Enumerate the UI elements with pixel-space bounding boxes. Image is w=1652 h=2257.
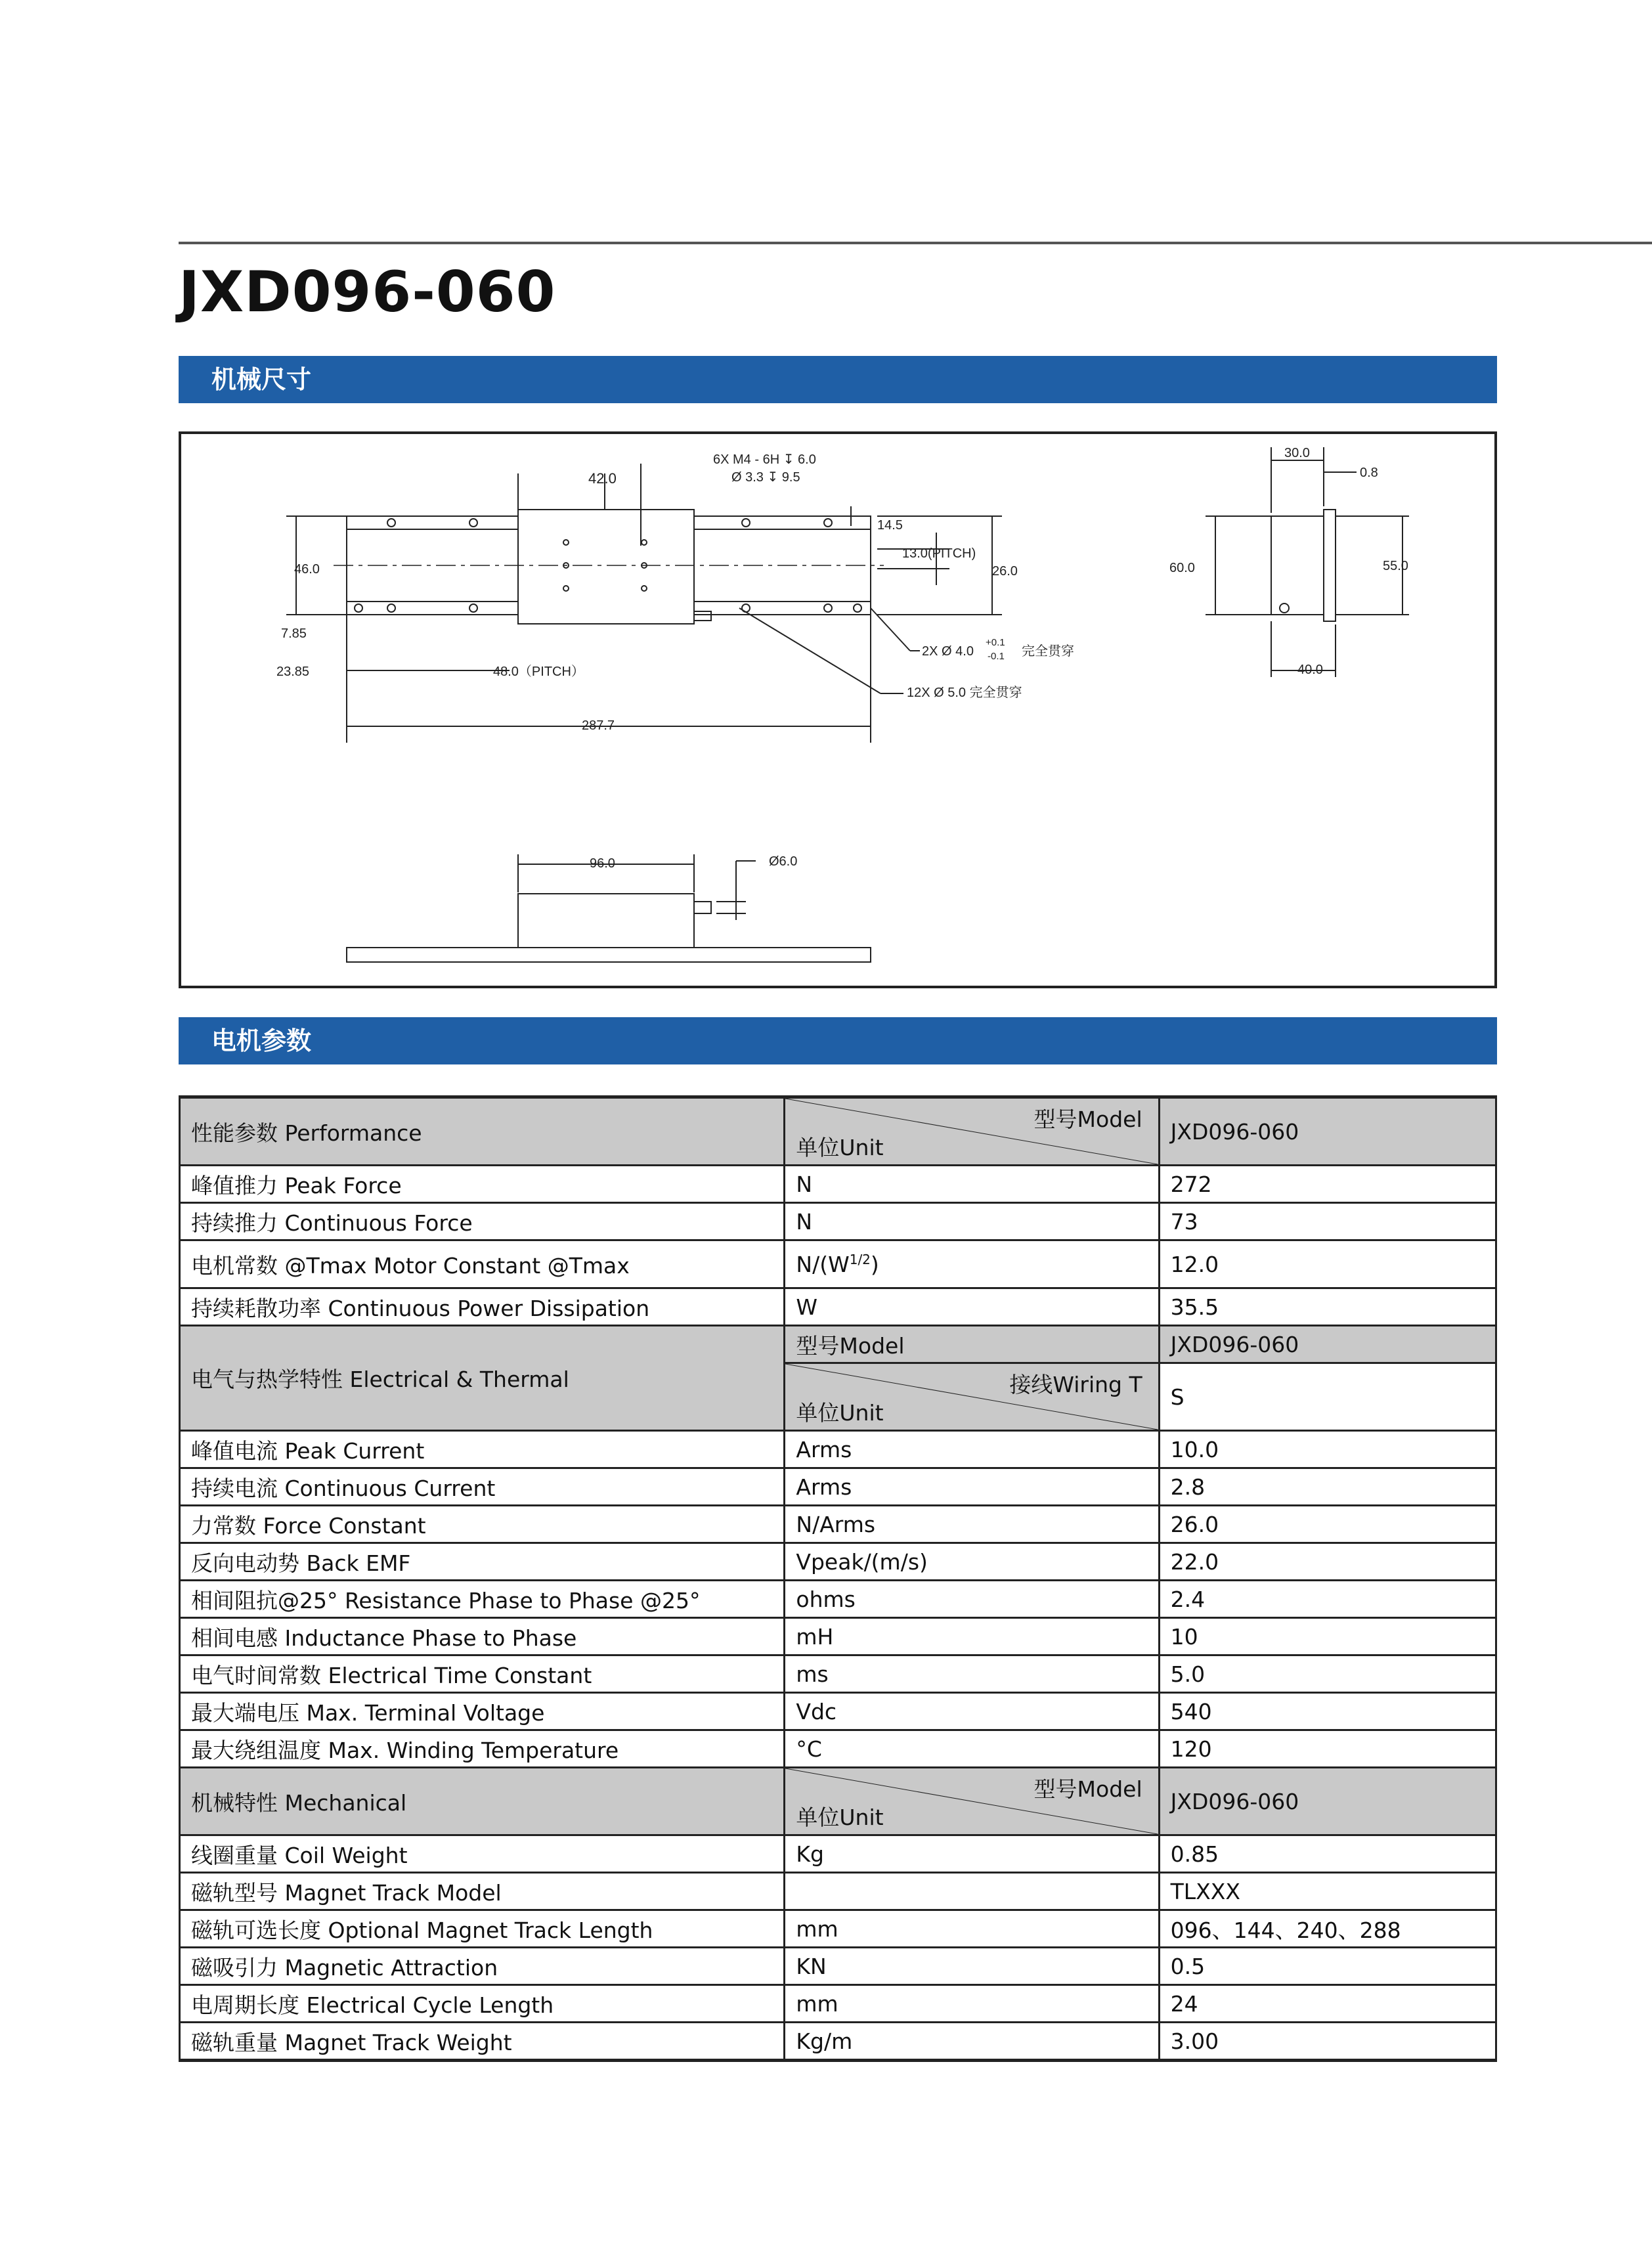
param-unit: Arms bbox=[785, 1431, 1159, 1468]
dim-2x-tol-up: +0.1 bbox=[986, 637, 1005, 648]
param-name: 相间电感 Inductance Phase to Phase bbox=[180, 1618, 785, 1655]
dim-55: 55.0 bbox=[1383, 559, 1408, 573]
param-name: 磁吸引力 Magnetic Attraction bbox=[180, 1948, 785, 1985]
performance-diag-cell bbox=[785, 1097, 1159, 1166]
dim-d33: Ø 3.3 ↧ 9.5 bbox=[731, 470, 800, 485]
dim-14-5: 14.5 bbox=[877, 518, 903, 533]
top-rule bbox=[179, 242, 1652, 244]
param-name: 峰值推力 Peak Force bbox=[180, 1166, 785, 1203]
electrical-model-label: 型号Model bbox=[785, 1326, 1159, 1363]
param-name: 线圈重量 Coil Weight bbox=[180, 1835, 785, 1873]
param-unit: Kg bbox=[785, 1835, 1159, 1873]
dim-40: 40.0 bbox=[1297, 663, 1323, 677]
param-unit: N bbox=[785, 1203, 1159, 1240]
param-name: 最大端电压 Max. Terminal Voltage bbox=[180, 1693, 785, 1730]
mechanical-diag-cell bbox=[785, 1768, 1159, 1835]
param-value: 22.0 bbox=[1159, 1543, 1496, 1581]
param-unit: ohms bbox=[785, 1581, 1159, 1618]
table-row bbox=[180, 1468, 1496, 1506]
param-unit: Kg/m bbox=[785, 2023, 1159, 2061]
electrical-diag-cell bbox=[785, 1363, 1159, 1431]
param-value: 73 bbox=[1159, 1203, 1496, 1240]
page-title: JXD096-060 bbox=[179, 259, 556, 325]
dim-30: 30.0 bbox=[1284, 446, 1310, 460]
table-row bbox=[180, 1655, 1496, 1693]
param-value: 10 bbox=[1159, 1618, 1496, 1655]
param-unit: ms bbox=[785, 1655, 1159, 1693]
param-value: 272 bbox=[1159, 1166, 1496, 1203]
electrical-header bbox=[180, 1326, 1496, 1363]
mechanical-drawing bbox=[179, 431, 1497, 988]
table-row bbox=[180, 1203, 1496, 1240]
param-value: 12.0 bbox=[1159, 1240, 1496, 1288]
param-name: 相间阻抗@25° Resistance Phase to Phase @25° bbox=[180, 1581, 785, 1618]
param-name: 磁轨型号 Magnet Track Model bbox=[180, 1873, 785, 1910]
drawing-svg bbox=[181, 434, 1494, 986]
mechanical-model-label: 型号Model bbox=[1033, 1776, 1142, 1802]
dim-2x-through: 完全贯穿 bbox=[1022, 644, 1074, 659]
param-value: 540 bbox=[1159, 1693, 1496, 1730]
param-name: 力常数 Force Constant bbox=[180, 1506, 785, 1543]
param-unit: N bbox=[785, 1166, 1159, 1203]
param-value: 2.4 bbox=[1159, 1581, 1496, 1618]
mechanical-model-value: JXD096-060 bbox=[1159, 1768, 1496, 1835]
dim-2x-tol-dn: -0.1 bbox=[988, 651, 1005, 662]
table-row bbox=[180, 1948, 1496, 1985]
table-row bbox=[180, 1543, 1496, 1581]
table-row bbox=[180, 1288, 1496, 1326]
performance-unit-label: 单位Unit bbox=[796, 1135, 884, 1160]
table-row bbox=[180, 1431, 1496, 1468]
param-value: 5.0 bbox=[1159, 1655, 1496, 1693]
param-value: 2.8 bbox=[1159, 1468, 1496, 1506]
performance-model-value: JXD096-060 bbox=[1159, 1097, 1496, 1166]
param-value: 120 bbox=[1159, 1730, 1496, 1768]
param-unit: Vpeak/(m/s) bbox=[785, 1543, 1159, 1581]
dim-42: 42.0 bbox=[588, 470, 617, 487]
performance-label: 性能参数 Performance bbox=[180, 1097, 785, 1166]
param-value: 0.5 bbox=[1159, 1948, 1496, 1985]
param-name: 电气时间常数 Electrical Time Constant bbox=[180, 1655, 785, 1693]
param-unit: Vdc bbox=[785, 1693, 1159, 1730]
electrical-unit-label: 单位Unit bbox=[796, 1400, 884, 1426]
param-unit: mH bbox=[785, 1618, 1159, 1655]
param-unit: Arms bbox=[785, 1468, 1159, 1506]
dim-96: 96.0 bbox=[590, 856, 615, 871]
table-row bbox=[180, 1693, 1496, 1730]
electrical-label: 电气与热学特性 Electrical & Thermal bbox=[180, 1326, 785, 1431]
param-name: 磁轨可选长度 Optional Magnet Track Length bbox=[180, 1910, 785, 1948]
param-value: 3.00 bbox=[1159, 2023, 1496, 2061]
section-header-mechanical: 机械尺寸 bbox=[179, 356, 1497, 403]
mechanical-label: 机械特性 Mechanical bbox=[180, 1768, 785, 1835]
param-name: 反向电动势 Back EMF bbox=[180, 1543, 785, 1581]
param-unit: mm bbox=[785, 1985, 1159, 2023]
table-row bbox=[180, 1506, 1496, 1543]
param-name: 持续推力 Continuous Force bbox=[180, 1203, 785, 1240]
table-row bbox=[180, 1618, 1496, 1655]
param-value: 26.0 bbox=[1159, 1506, 1496, 1543]
dim-48-pitch: 48.0（PITCH） bbox=[493, 665, 584, 679]
dim-26: 26.0 bbox=[992, 564, 1018, 579]
electrical-wiring-label: 接线Wiring T bbox=[1009, 1372, 1142, 1397]
table-row bbox=[180, 1240, 1496, 1288]
param-unit: $N/(W^{1/2})$ bbox=[785, 1240, 1159, 1288]
dim-7-85: 7.85 bbox=[281, 626, 307, 641]
param-value: 10.0 bbox=[1159, 1431, 1496, 1468]
param-value: 096、144、240、288 bbox=[1159, 1910, 1496, 1948]
spec-table bbox=[179, 1095, 1497, 2062]
table-row bbox=[180, 1730, 1496, 1768]
table-row bbox=[180, 1166, 1496, 1203]
mechanical-unit-label: 单位Unit bbox=[796, 1805, 884, 1830]
param-name: 峰值电流 Peak Current bbox=[180, 1431, 785, 1468]
param-unit: °C bbox=[785, 1730, 1159, 1768]
param-unit: W bbox=[785, 1288, 1159, 1326]
performance-model-label: 型号Model bbox=[1033, 1107, 1142, 1132]
param-name: 持续电流 Continuous Current bbox=[180, 1468, 785, 1506]
dim-0-8: 0.8 bbox=[1360, 466, 1378, 480]
table-row bbox=[180, 2023, 1496, 2061]
table-row bbox=[180, 1910, 1496, 1948]
dim-12x-hole: 12X Ø 5.0 完全贯穿 bbox=[907, 686, 1022, 700]
table-row bbox=[180, 1581, 1496, 1618]
table-row bbox=[180, 1985, 1496, 2023]
param-value: 0.85 bbox=[1159, 1835, 1496, 1873]
param-name: 持续耗散功率 Continuous Power Dissipation bbox=[180, 1288, 785, 1326]
electrical-wiring-value: S bbox=[1159, 1363, 1496, 1431]
dim-46: 46.0 bbox=[294, 562, 320, 577]
table-row bbox=[180, 1835, 1496, 1873]
section-header-params: 电机参数 bbox=[179, 1017, 1497, 1064]
dim-60: 60.0 bbox=[1169, 561, 1195, 575]
param-name: 电机常数 @Tmax Motor Constant @Tmax bbox=[180, 1240, 785, 1288]
param-name: 磁轨重量 Magnet Track Weight bbox=[180, 2023, 785, 2061]
param-name: 电周期长度 Electrical Cycle Length bbox=[180, 1985, 785, 2023]
param-unit: KN bbox=[785, 1948, 1159, 1985]
param-value: TLXXX bbox=[1159, 1873, 1496, 1910]
param-unit: N/Arms bbox=[785, 1506, 1159, 1543]
param-value: 24 bbox=[1159, 1985, 1496, 2023]
param-unit: mm bbox=[785, 1910, 1159, 1948]
dim-23-85: 23.85 bbox=[276, 665, 310, 679]
param-name: 最大绕组温度 Max. Winding Temperature bbox=[180, 1730, 785, 1768]
dim-2x-hole: 2X Ø 4.0 bbox=[922, 644, 974, 659]
dim-287-7: 287.7 bbox=[582, 718, 615, 733]
performance-header bbox=[180, 1097, 1496, 1166]
param-value: 35.5 bbox=[1159, 1288, 1496, 1326]
dim-m4-holes: 6X M4 - 6H ↧ 6.0 bbox=[713, 452, 816, 467]
param-unit bbox=[785, 1873, 1159, 1910]
dim-13-pitch: 13.0(PITCH) bbox=[902, 546, 976, 561]
electrical-model-value: JXD096-060 bbox=[1159, 1326, 1496, 1363]
mechanical-header bbox=[180, 1768, 1496, 1835]
table-row bbox=[180, 1873, 1496, 1910]
dim-d6: Ø6.0 bbox=[769, 854, 798, 869]
